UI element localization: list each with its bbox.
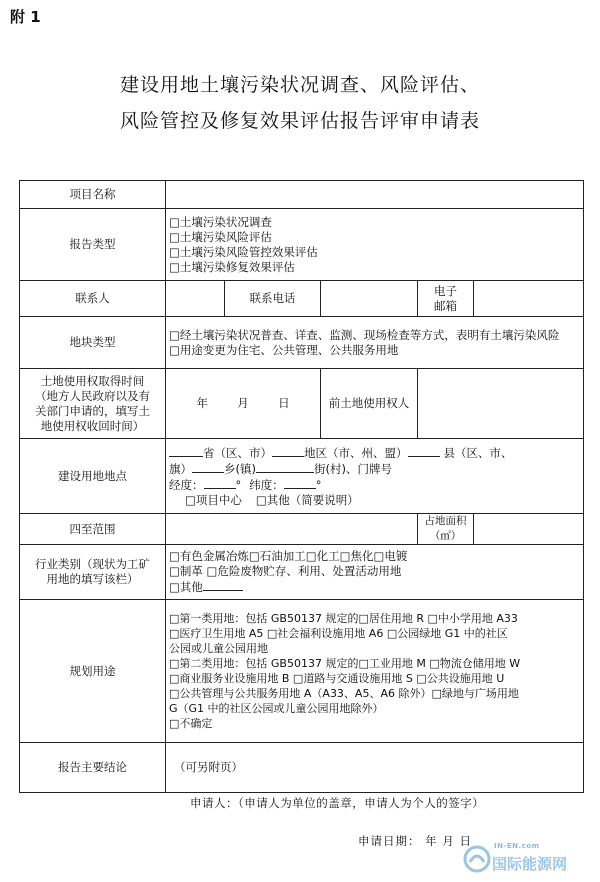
industry-options-line2[interactable]: □制革 □危险废物贮存、利用、处置活动用地 [169, 564, 402, 578]
email-field[interactable] [474, 281, 584, 317]
longitude-input[interactable] [204, 477, 236, 489]
latitude-degree: ° [315, 477, 322, 492]
plot-type-option-use-change[interactable]: □用途变更为住宅、公共管理、公共服务用地 [169, 342, 399, 357]
industry-options-line1[interactable]: □有色金属冶炼□石油加工□化工□焦化□电镀 [169, 549, 408, 563]
location-label: 建设用地地点 [20, 439, 166, 514]
row-industry [20, 545, 584, 600]
prev-user-label: 前土地使用权人 [321, 369, 418, 439]
applicant-signature-line: 申请人：（申请人为单位的盖章，申请人为个人的签字） [190, 796, 485, 810]
planned-use-line8[interactable]: □不确定 [169, 717, 213, 730]
longitude-label: 经度： [169, 477, 204, 492]
planned-use-line6[interactable]: □公共管理与公共服务用地 A（A33、A5、A6 除外）□绿地与广场用地 [169, 687, 519, 700]
industry-label-line2: 用地的填写该栏） [46, 572, 139, 586]
conclusion-note: （可另附页） [174, 760, 243, 774]
row-project-name [20, 181, 584, 209]
location-line2 [169, 461, 580, 477]
conclusion-field[interactable] [166, 743, 584, 793]
contact-label: 联系人 [20, 281, 166, 317]
location-center-option[interactable]: □项目中心 [185, 492, 242, 507]
prev-user-field[interactable] [418, 369, 584, 439]
town-input[interactable] [192, 461, 224, 473]
row-report-type [20, 209, 584, 281]
industry-other-input[interactable] [203, 579, 243, 591]
form-title-line1: 建设用地土壤污染状况调查、风险评估、 [119, 74, 480, 96]
form-title-line2: 风险管控及修复效果评估报告评审申请表 [119, 110, 480, 132]
location-line4 [169, 493, 580, 508]
phone-label: 联系电话 [225, 281, 321, 317]
email-label-line2: 邮箱 [434, 298, 457, 313]
date-day-label: 日 [278, 396, 290, 410]
location-line3 [169, 477, 580, 493]
industry-label [20, 545, 166, 600]
report-type-options [166, 209, 584, 281]
district-input[interactable] [272, 445, 304, 457]
land-right-label [20, 369, 166, 439]
report-type-option-remediation-effect[interactable]: □土壤污染修复效果评估 [169, 259, 295, 274]
planned-use-line2[interactable]: □医疗卫生用地 A5 □社会福利设施用地 A6 □公园绿地 G1 中的社区 [169, 627, 508, 640]
banner-label: 旗） [169, 461, 192, 476]
planned-use-label: 规划用途 [20, 600, 166, 743]
area-field[interactable] [474, 514, 584, 545]
report-type-option-control-effect[interactable]: □土壤污染风险管控效果评估 [169, 244, 318, 259]
latitude-label: 纬度： [249, 477, 284, 492]
row-conclusion [20, 743, 584, 793]
area-label: 占地面积（㎡） [418, 514, 474, 545]
land-right-date-field[interactable] [166, 369, 321, 439]
application-date-line: 申请日期： 年 月 日 [358, 834, 472, 848]
boundary-label: 四至范围 [20, 514, 166, 545]
report-type-label: 报告类型 [20, 209, 166, 281]
application-form-table [19, 180, 584, 793]
row-plot-type [20, 317, 584, 369]
longitude-degree: ° [235, 477, 242, 492]
project-name-label: 项目名称 [20, 181, 166, 209]
land-right-label-line3: 关部门申请的，填写土 [35, 403, 150, 418]
watermark-url: IN-EN.com [494, 842, 540, 850]
row-planned-use [20, 600, 584, 743]
report-type-option-risk-assessment[interactable]: □土壤污染风险评估 [169, 229, 272, 244]
industry-other-option[interactable]: □其他 [169, 580, 203, 594]
row-location [20, 439, 584, 514]
row-land-right [20, 369, 584, 439]
province-label: 省（区、市） [203, 445, 272, 460]
land-right-label-line2: （地方人民政府以及有 [35, 388, 150, 403]
latitude-input[interactable] [284, 477, 316, 489]
plot-type-options [166, 317, 584, 369]
plot-type-option-risk[interactable]: □经土壤污染状况普查、详查、监测、现场检查等方式，表明有土壤污染风险 [169, 327, 560, 342]
planned-use-line1[interactable]: □第一类用地：包括 GB50137 规定的□居住用地 R □中小学用地 A33 [169, 612, 518, 625]
boundary-field[interactable] [166, 514, 418, 545]
conclusion-label: 报告主要结论 [20, 743, 166, 793]
email-label [418, 281, 474, 317]
planned-use-line3: 公园或儿童公园用地 [169, 642, 268, 655]
planned-use-options [166, 600, 584, 743]
industry-label-line1: 行业类别（现状为工矿 [35, 557, 150, 571]
street-label: 街(村)、门牌号 [313, 461, 392, 476]
row-boundary [20, 514, 584, 545]
location-other-option[interactable]: □其他（简要说明） [255, 492, 359, 507]
plot-type-label: 地块类型 [20, 317, 166, 369]
district-label: 地区（市、州、盟） [304, 445, 408, 460]
land-right-label-line4: 地使用权收回时间） [40, 418, 145, 433]
planned-use-line4[interactable]: □第二类用地：包括 GB50137 规定的□工业用地 M □物流仓储用地 W [169, 657, 521, 670]
project-name-field[interactable] [166, 181, 584, 209]
watermark-name: 国际能源网 [492, 855, 568, 873]
location-line1 [169, 445, 580, 461]
industry-options-line3 [169, 579, 580, 595]
land-right-label-line1: 土地使用权取得时间 [40, 373, 145, 388]
report-type-option-investigation[interactable]: □土壤污染状况调查 [169, 214, 272, 229]
email-label-line1: 电子 [434, 283, 457, 298]
street-input[interactable] [256, 461, 314, 473]
in-en-logo-icon [462, 844, 492, 874]
date-month-label: 月 [237, 396, 249, 410]
phone-field[interactable] [321, 281, 418, 317]
contact-field[interactable] [166, 281, 225, 317]
planned-use-line7: G（G1 中的社区公园或儿童公园用地除外） [169, 702, 384, 715]
attachment-number: 附 1 [10, 8, 41, 26]
row-contact [20, 281, 584, 317]
date-year-label: 年 [196, 396, 208, 410]
location-fields [166, 439, 584, 514]
planned-use-line5[interactable]: □商业服务业设施用地 B □道路与交通设施用地 S □公共设施用地 U [169, 672, 505, 685]
county-label: 县（区、市、 [443, 445, 513, 460]
town-label: 乡(镇) [224, 461, 256, 476]
county-input[interactable] [408, 445, 440, 457]
industry-options [166, 545, 584, 600]
province-input[interactable] [169, 445, 203, 457]
watermark [462, 840, 600, 880]
